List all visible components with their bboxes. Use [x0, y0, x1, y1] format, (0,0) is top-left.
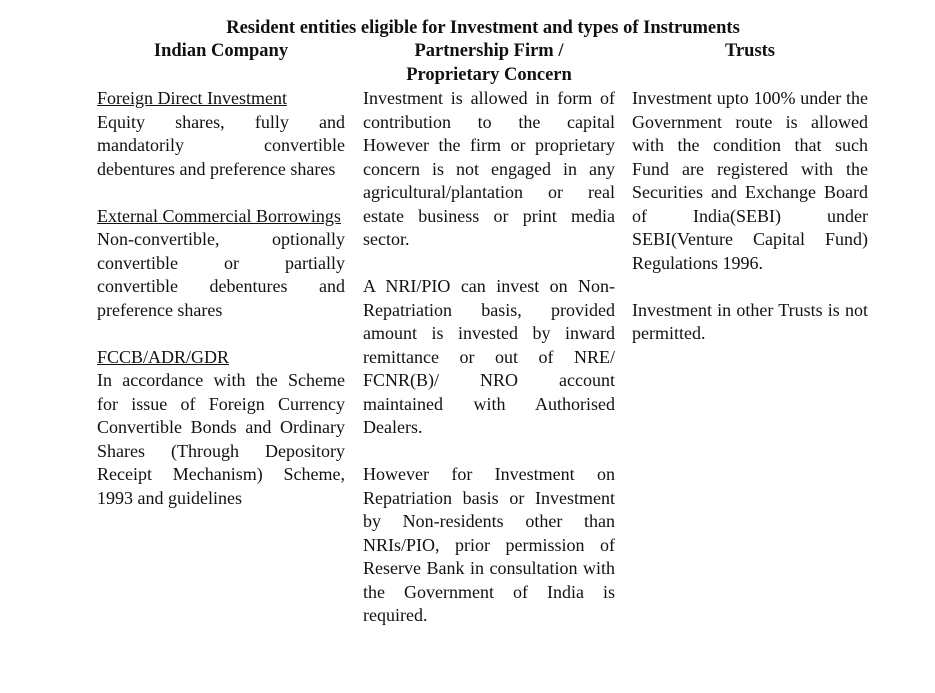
trusts-paragraph: Investment upto 100% under the Government route is allowed with the condition that such Fund are registered with the Securities and Exchange Board of India(SEBI) under SEBI(Venture Capital Fund) Regulations 1996.	[632, 88, 868, 273]
section-body: In accordance with the Scheme for issue of Foreign Currency Convertible Bonds and Ordinary Shares (Through Depository Receipt Mechanism) Scheme, 1993 and guidelines	[97, 370, 345, 508]
instrument-section-fdi	[97, 87, 345, 181]
firm-paragraph: A NRI/PIO can invest on Non-Repatriation basis, provided amount is invested by inward remittance or out of NRE/ FCNR(B)/ NRO account maintained with Authorised Dealers.	[363, 276, 615, 437]
trusts-paragraph: Investment in other Trusts is not permitted.	[632, 299, 868, 343]
column-header-indian-company: Indian Company	[153, 41, 289, 61]
column-header-line: Partnership Firm /	[414, 41, 564, 61]
instrument-section-ecb	[97, 205, 345, 323]
column-indian-company	[97, 87, 345, 510]
section-heading: FCCB/ADR/GDR	[97, 346, 230, 367]
page-title: Resident entities eligible for Investment and types of Instruments	[226, 18, 740, 38]
column-trusts	[632, 87, 868, 346]
column-header-trusts: Trusts	[724, 41, 776, 61]
section-heading: Foreign Direct Investment	[97, 88, 287, 108]
section-heading: External Commercial Borrowings	[97, 205, 341, 226]
instrument-section-fccb	[97, 346, 345, 511]
firm-paragraph: Investment is allowed in form of contribution to the capital However the firm or proprietary concern is not engaged in any agricultural/plantation or real estate business or print media sector.	[363, 88, 615, 249]
column-header-line: Proprietary Concern	[406, 64, 572, 85]
column-partnership-firm	[363, 87, 615, 628]
firm-paragraph: However for Investment on Repatriation basis or Investment by Non-residents other than NRIs/PIO, prior permission of Reserve Bank in consultation with the Government of India is required.	[363, 464, 615, 625]
section-body: Equity shares, fully and mandatorily convertible debentures and preference shares	[97, 111, 345, 179]
section-body: Non-convertible, optionally convertible or partially convertible debentures and preference shares	[97, 229, 345, 320]
column-header-partnership-firm	[363, 40, 615, 87]
